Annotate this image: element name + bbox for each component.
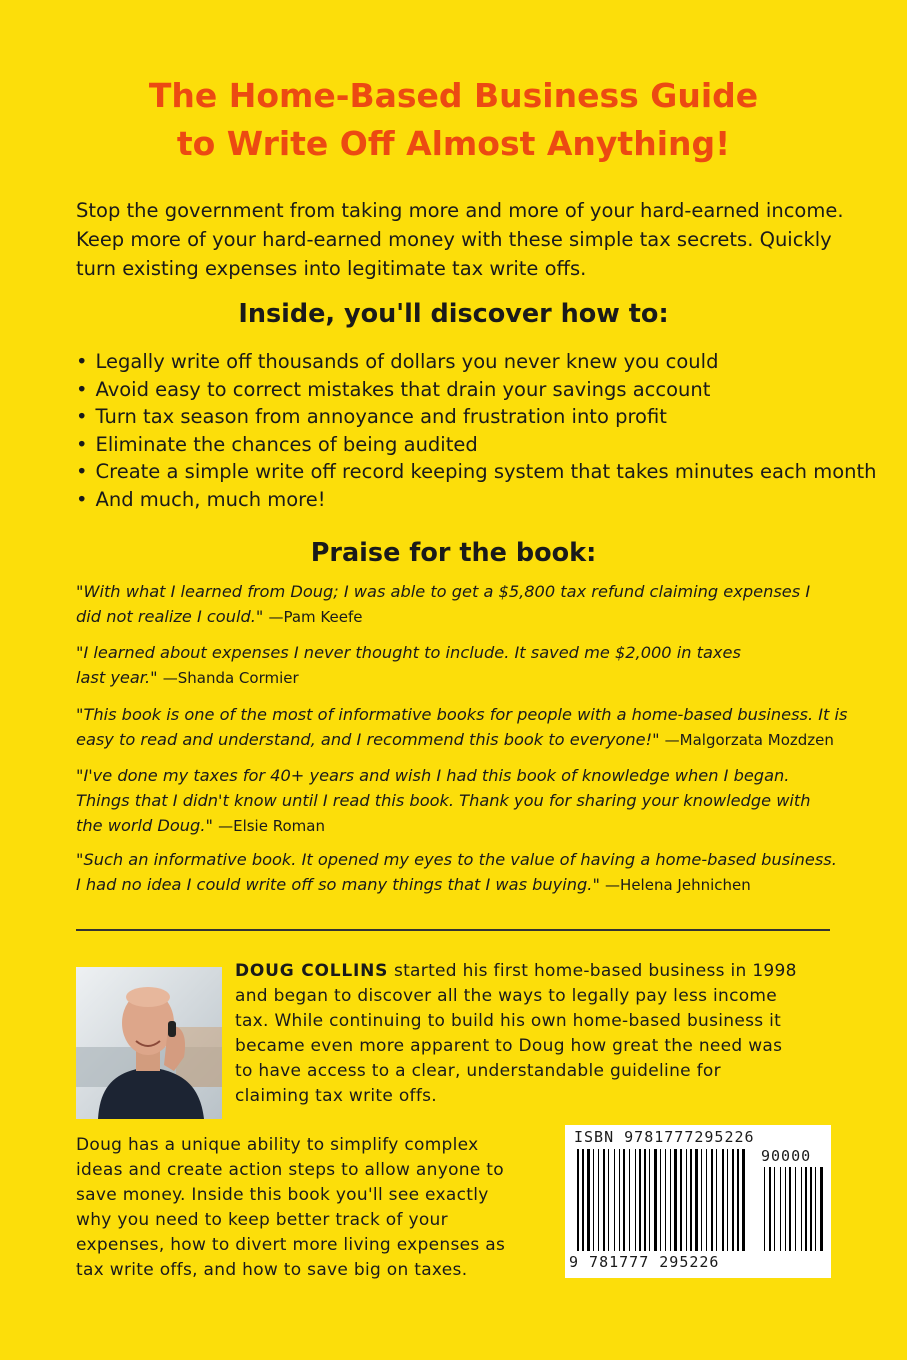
isbn-digits: 9 781777 295226 [569, 1253, 720, 1271]
testimonial-text: easy to read and understand, and I recommend this book to everyone!" [76, 730, 660, 749]
testimonial-text: "I learned about expenses I never thought to include. It saved me $2,000 in taxes [76, 643, 741, 662]
benefit-item: • Legally write off thousands of dollars you never knew you could [76, 348, 856, 376]
intro-line-2: Keep more of your hard-earned money with these simple tax secrets. Quickly [76, 228, 832, 251]
testimonial [76, 702, 848, 753]
testimonial-text: did not realize I could." [76, 607, 264, 626]
benefit-item: • Create a simple write off record keeping system that takes minutes each month [76, 458, 856, 486]
bio-text: started his first home-based business in 1998 [388, 961, 797, 981]
testimonial [76, 847, 836, 898]
bio-text: to have access to a clear, understandable guideline for [235, 1061, 721, 1081]
testimonial-author: —Helena Jehnichen [605, 876, 751, 894]
testimonial [76, 579, 836, 630]
testimonial-text: "This book is one of the most of informative books for people with a home-based business. It is [76, 705, 848, 724]
bio-text: why you need to keep better track of your [76, 1210, 448, 1230]
benefit-list [76, 348, 877, 514]
author-photo [76, 967, 222, 1119]
testimonial [76, 763, 836, 839]
isbn-label: ISBN 9781777295226 [574, 1128, 755, 1146]
bio-text: expenses, how to divert more living expenses as [76, 1235, 506, 1255]
testimonial-text: Things that I didn't know until I read this book. Thank you for sharing your knowledge with [76, 791, 811, 810]
bio-text: tax write offs, and how to save big on taxes. [76, 1260, 468, 1280]
praise-heading: Praise for the book: [310, 538, 597, 568]
testimonial-author: —Malgorzata Mozdzen [664, 731, 834, 749]
intro-line-3: turn existing expenses into legitimate tax write offs. [76, 257, 587, 280]
divider [76, 929, 830, 931]
intro-line-1: Stop the government from taking more and more of your hard-earned income. [76, 199, 844, 222]
testimonial [76, 640, 836, 691]
testimonial-author: —Pam Keefe [268, 608, 363, 626]
testimonial-text: last year." [76, 668, 158, 687]
author-bio [235, 959, 831, 1109]
title-line-2: to Write Off Almost Anything! [176, 124, 731, 163]
isbn-barcode [565, 1125, 831, 1278]
testimonial-text: "With what I learned from Doug; I was able to get a $5,800 tax refund claiming expenses I [76, 582, 811, 601]
page-title [0, 72, 907, 168]
testimonial-text: I had no idea I could write off so many things that I was buying." [76, 875, 600, 894]
inside-heading: Inside, you'll discover how to: [238, 299, 669, 329]
bio-text: claiming tax write offs. [235, 1086, 437, 1106]
bio-text: Doug has a unique ability to simplify complex [76, 1135, 479, 1155]
testimonial-text: "I've done my taxes for 40+ years and wish I had this book of knowledge when I began. [76, 766, 790, 785]
benefit-item: • Eliminate the chances of being audited [76, 431, 856, 459]
benefit-item: • Avoid easy to correct mistakes that drain your savings account [76, 376, 856, 404]
benefit-item: • Turn tax season from annoyance and frustration into profit [76, 403, 856, 431]
benefit-item: • And much, much more! [76, 486, 856, 514]
testimonial-text: the world Doug." [76, 816, 213, 835]
bio-text: save money. Inside this book you'll see exactly [76, 1185, 489, 1205]
testimonial-author: —Shanda Cormier [162, 669, 299, 687]
author-photo-icon [76, 967, 222, 1119]
author-bio-continued [76, 1133, 546, 1283]
title-line-1: The Home-Based Business Guide [148, 76, 759, 115]
testimonial-text: "Such an informative book. It opened my eyes to the value of having a home-based business. [76, 850, 837, 869]
price-code: 90000 [761, 1147, 812, 1165]
testimonial-author: —Elsie Roman [218, 817, 325, 835]
bio-text: tax. While continuing to build his own home-based business it [235, 1011, 782, 1031]
bio-text: became even more apparent to Doug how great the need was [235, 1036, 783, 1056]
bio-text: and began to discover all the ways to legally pay less income [235, 986, 778, 1006]
intro-paragraph [76, 196, 844, 283]
bio-text: ideas and create action steps to allow anyone to [76, 1160, 504, 1180]
author-name: DOUG COLLINS [235, 961, 389, 981]
